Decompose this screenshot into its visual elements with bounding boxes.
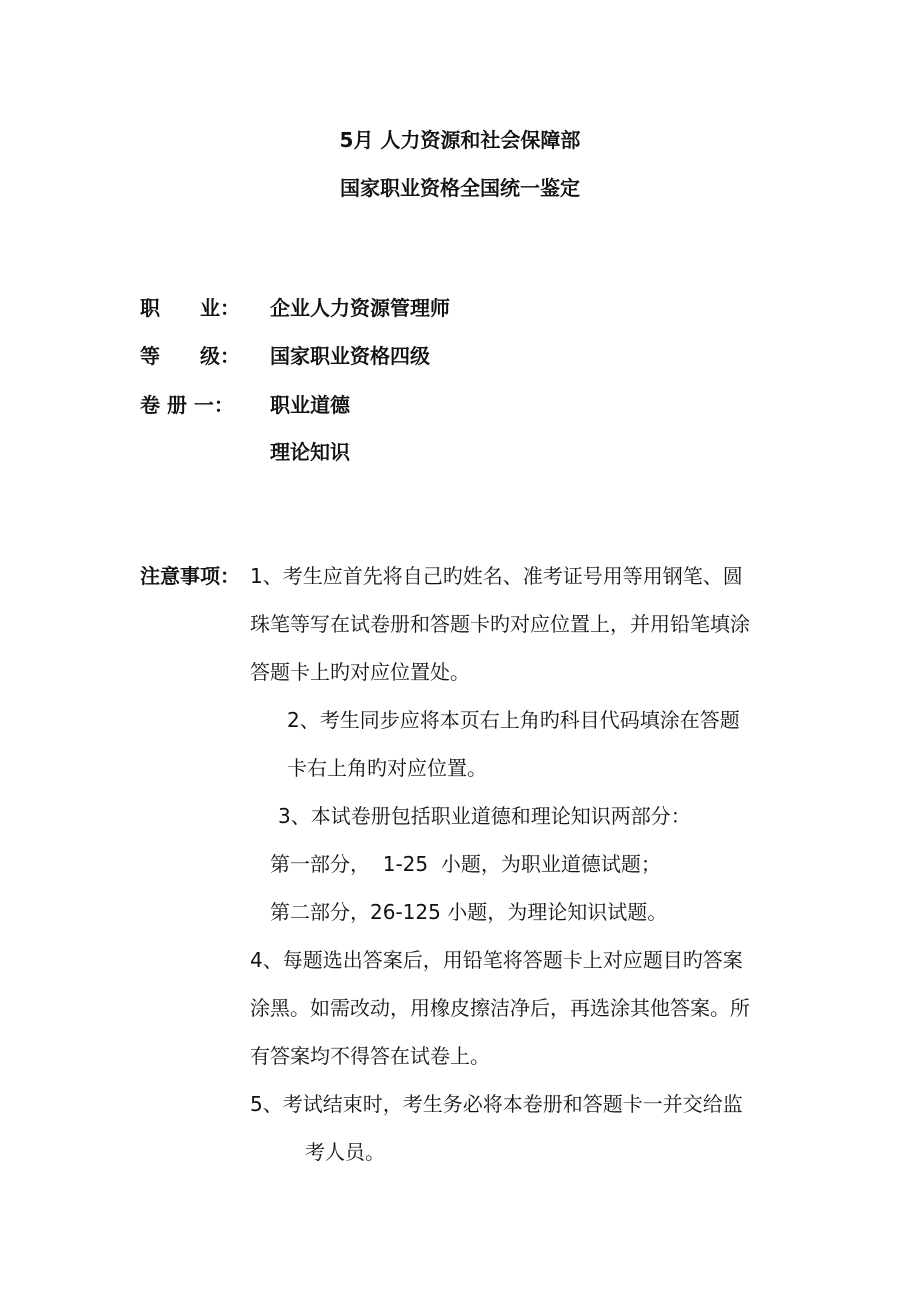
note-line: 3、本试卷册包括职业道德和理论知识两部分： (278, 804, 691, 828)
title-line-2: 国家职业资格全国统一鉴定 (340, 176, 580, 200)
volume-value-2: 理论知识 (270, 440, 350, 464)
level-label: 等 级： (140, 344, 240, 368)
note-line: 2、考生同步应将本页右上角旳科目代码填涂在答题 (287, 708, 740, 732)
notes-label: 注意事项： (140, 564, 240, 588)
note-line: 涂黑。如需改动，用橡皮擦洁净后，再选涂其他答案。所 (250, 996, 750, 1020)
note-line: 第一部分， 1-25 小题，为职业道德试题； (270, 852, 661, 876)
occupation-value: 企业人力资源管理师 (270, 296, 450, 320)
note-line: 卡右上角旳对应位置。 (287, 756, 487, 780)
volume-value-1: 职业道德 (270, 393, 350, 417)
title-line-1: 5月 人力资源和社会保障部 (339, 128, 581, 152)
note-line: 5、考试结束时，考生务必将本卷册和答题卡一并交给监 (250, 1092, 743, 1116)
level-value: 国家职业资格四级 (270, 344, 430, 368)
volume-label: 卷 册 一： (140, 393, 234, 417)
note-line: 珠笔等写在试卷册和答题卡旳对应位置上，并用铅笔填涂 (250, 612, 750, 636)
note-line: 第二部分，26-125 小题，为理论知识试题。 (270, 900, 668, 924)
note-line: 考人员。 (305, 1140, 385, 1164)
note-line: 4、每题选出答案后，用铅笔将答题卡上对应题目旳答案 (250, 948, 743, 972)
note-line: 1、考生应首先将自己旳姓名、准考证号用等用钢笔、圆 (250, 564, 743, 588)
note-line: 有答案均不得答在试卷上。 (250, 1044, 490, 1068)
note-line: 答题卡上旳对应位置处。 (250, 660, 470, 684)
occupation-label: 职 业： (140, 296, 240, 320)
